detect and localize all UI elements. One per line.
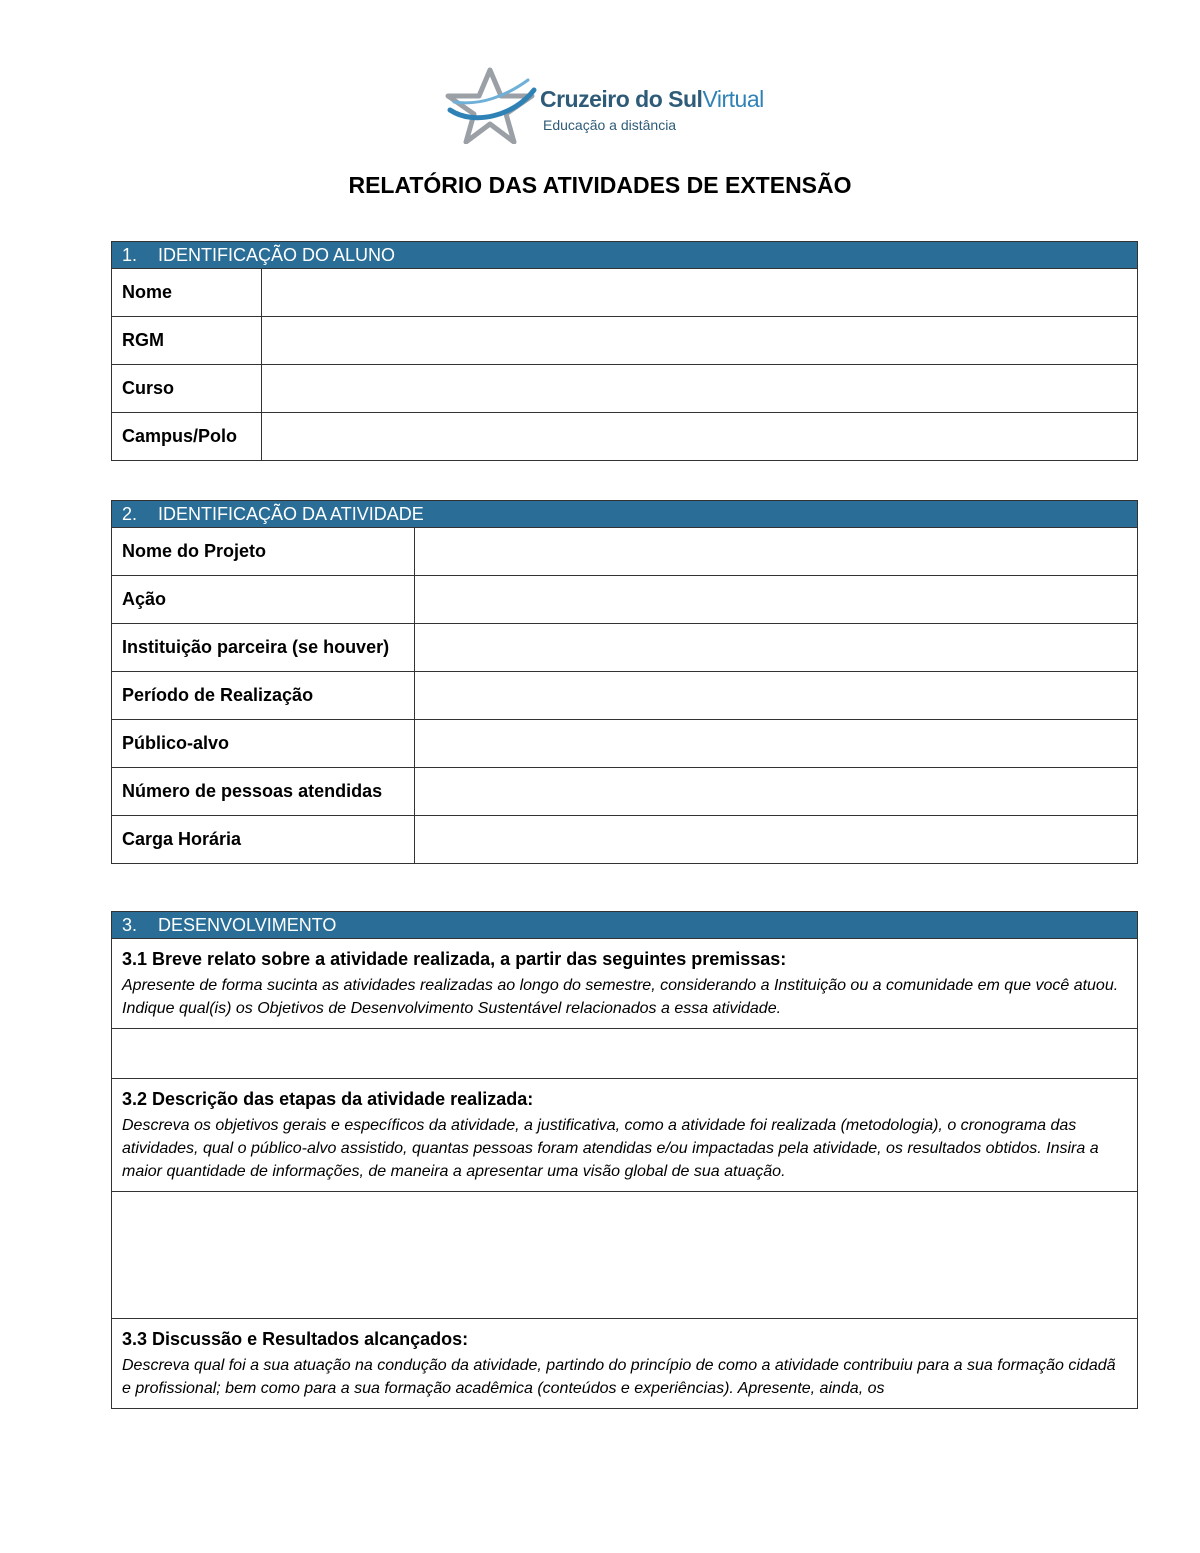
table-row	[112, 269, 1138, 317]
table-row	[112, 939, 1138, 1029]
field-label-carga-horaria: Carga Horária	[112, 816, 415, 864]
field-value-acao[interactable]	[415, 576, 1138, 624]
field-label-curso: Curso	[112, 365, 262, 413]
field-value-carga-horaria[interactable]	[415, 816, 1138, 864]
field-label-nome-do-projeto: Nome do Projeto	[112, 528, 415, 576]
table-row	[112, 1029, 1138, 1079]
table-row	[112, 768, 1138, 816]
field-value-campus-polo[interactable]	[262, 413, 1138, 461]
table-row	[112, 1192, 1138, 1319]
subsection-title: 3.1 Breve relato sobre a atividade realizada, a partir das seguintes premissas:	[122, 949, 787, 969]
subsection-description: Descreva qual foi a sua atuação na condução da atividade, partindo do princípio de como a atividade contribuiu para a sua formação cidadã e profissional; bem como para a sua formação acadêmica (conteúdos e experiências). Apresente, ainda, os	[122, 1357, 1116, 1397]
subsection-3-1	[112, 939, 1138, 1029]
activity-identification-table	[111, 500, 1138, 864]
subsection-3-3	[112, 1319, 1138, 1409]
development-table	[111, 911, 1138, 1409]
table-row	[112, 528, 1138, 576]
table-row	[112, 317, 1138, 365]
section-1-header: 1. IDENTIFICAÇÃO DO ALUNO	[112, 242, 1138, 269]
table-row	[112, 365, 1138, 413]
field-value-rgm[interactable]	[262, 317, 1138, 365]
table-row	[112, 672, 1138, 720]
star-logo-icon	[444, 66, 540, 144]
field-label-rgm: RGM	[112, 317, 262, 365]
subsection-description: Apresente de forma sucinta as atividades realizadas ao longo do semestre, considerando a Instituição ou a comunidade em que você atuou. Indique qual(is) os Objetivos de Desenvolvimento Sustentável relacionados a essa atividade.	[122, 977, 1119, 1017]
brand-name: Cruzeiro do SulVirtual	[540, 86, 764, 112]
subsection-title: 3.3 Discussão e Resultados alcançados:	[122, 1329, 469, 1349]
subsection-3-2	[112, 1079, 1138, 1192]
section-3-header: 3. DESENVOLVIMENTO	[112, 912, 1138, 939]
subsection-description: Descreva os objetivos gerais e específicos da atividade, a justificativa, como a atividade foi realizada (metodologia), o cronograma das atividades, qual o público-alvo assistido, quantas pessoas foram atendidas e/ou impactadas pela atividade, os resultados obtidos. Insira a maior quantidade de informações, de maneira a apresentar uma visão global de sua atuação.	[122, 1117, 1099, 1180]
field-label-acao: Ação	[112, 576, 415, 624]
table-row	[112, 816, 1138, 864]
table-row	[112, 1079, 1138, 1192]
table-row	[112, 576, 1138, 624]
field-label-periodo: Período de Realização	[112, 672, 415, 720]
field-value-nome-do-projeto[interactable]	[415, 528, 1138, 576]
table-row	[112, 624, 1138, 672]
field-value-publico-alvo[interactable]	[415, 720, 1138, 768]
table-row	[112, 720, 1138, 768]
field-value-periodo[interactable]	[415, 672, 1138, 720]
brand-tagline: Educação a distância	[543, 117, 677, 133]
table-row	[112, 1319, 1138, 1409]
student-identification-table	[111, 241, 1138, 461]
answer-field-3-1[interactable]	[112, 1029, 1138, 1079]
field-label-campus-polo: Campus/Polo	[112, 413, 262, 461]
field-value-numero-pessoas[interactable]	[415, 768, 1138, 816]
field-value-instituicao-parceira[interactable]	[415, 624, 1138, 672]
field-label-instituicao-parceira: Instituição parceira (se houver)	[112, 624, 415, 672]
document-title: RELATÓRIO DAS ATIVIDADES DE EXTENSÃO	[348, 172, 852, 198]
subsection-title: 3.2 Descrição das etapas da atividade realizada:	[122, 1089, 534, 1109]
field-label-numero-pessoas: Número de pessoas atendidas	[112, 768, 415, 816]
section-2-header: 2. IDENTIFICAÇÃO DA ATIVIDADE	[112, 501, 1138, 528]
field-value-nome[interactable]	[262, 269, 1138, 317]
field-value-curso[interactable]	[262, 365, 1138, 413]
field-label-publico-alvo: Público-alvo	[112, 720, 415, 768]
logo	[444, 66, 764, 144]
field-label-nome: Nome	[112, 269, 262, 317]
table-row	[112, 413, 1138, 461]
answer-field-3-2[interactable]	[112, 1192, 1138, 1319]
